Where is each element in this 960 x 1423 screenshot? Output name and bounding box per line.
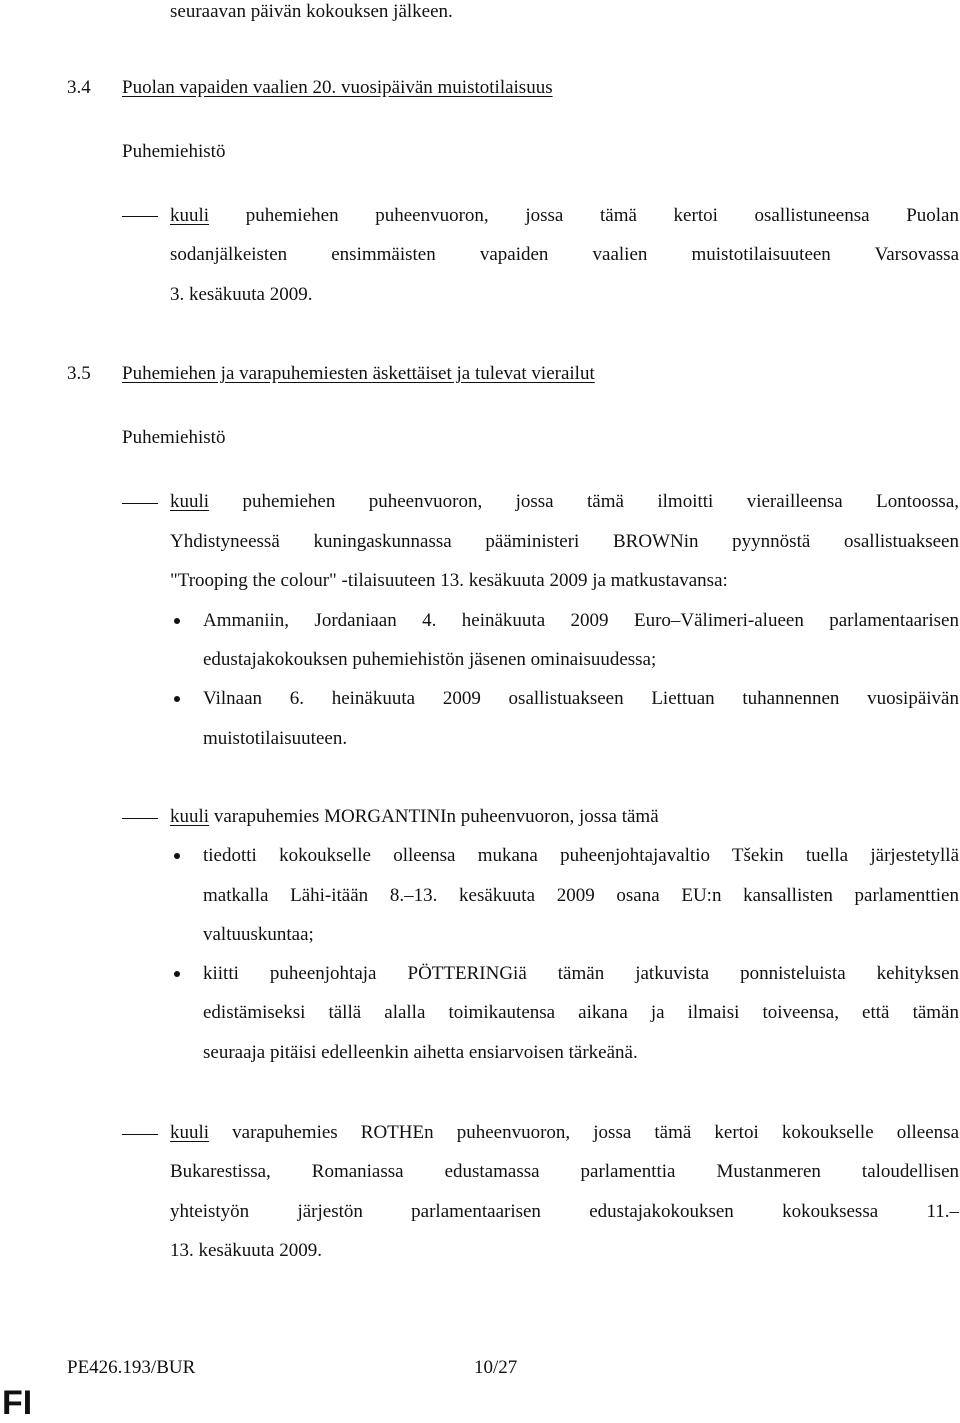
body-label-3-4: Puhemiehistö bbox=[122, 141, 226, 162]
bullet-2-2-line1: kiitti puheenjohtaja PÖTTERINGiä tämän jatkuvista ponnisteluista kehityksen bbox=[203, 963, 959, 984]
footer-doc-ref: PE426.193/BUR bbox=[67, 1357, 196, 1378]
bullet-2-1-line3: valtuuskuntaa; bbox=[203, 924, 314, 945]
verb-kuuli: kuuli bbox=[170, 205, 210, 226]
item-3-line2: Bukarestissa, Romaniassa edustamassa parlamenttia Mustanmeren taloudellisen bbox=[170, 1161, 959, 1182]
section-number-3-5: 3.5 bbox=[67, 363, 91, 384]
bullet-2-1-line2: matkalla Lähi-itään 8.–13. kesäkuuta 2009 osana EU:n kansallisten parlamenttien bbox=[203, 885, 959, 906]
item-3-line3: yhteistyön järjestön parlamentaarisen edustajakokouksen kokouksessa 11.– bbox=[170, 1201, 959, 1222]
verb-kuuli: kuuli bbox=[170, 1122, 210, 1143]
bullet-1-1-line2: edustajakokouksen puhemiehistön jäsenen ominaisuudessa; bbox=[203, 649, 657, 670]
item-dash bbox=[122, 1134, 158, 1135]
bullet-2-1-line1: tiedotti kokoukselle olleensa mukana puheenjohtajavaltio Tšekin tuella järjestetyllä bbox=[203, 845, 959, 866]
continuation-text: seuraavan päivän kokouksen jälkeen. bbox=[170, 1, 453, 22]
item-3-4-line1: kuuli puhemiehen puheenvuoron, jossa tämä kertoi osallistuneensa Puolan bbox=[170, 205, 959, 226]
item-dash bbox=[122, 818, 158, 819]
item-1-line2: Yhdistyneessä kuningaskunnassa pääministeri BROWNin pyynnöstä osallistuakseen bbox=[170, 531, 959, 552]
verb-kuuli: kuuli bbox=[170, 806, 210, 827]
bullet-icon bbox=[174, 618, 180, 624]
section-title-3-5: Puhemiehen ja varapuhemiesten äskettäiset ja tulevat vierailut bbox=[122, 363, 595, 384]
section-title-3-4: Puolan vapaiden vaalien 20. vuosipäivän muistotilaisuus bbox=[122, 77, 553, 98]
item-3-line1: kuuli varapuhemies ROTHEn puheenvuoron, jossa tämä kertoi kokoukselle olleensa bbox=[170, 1122, 960, 1143]
item-3-line4: 13. kesäkuuta 2009. bbox=[170, 1240, 322, 1261]
body-label-3-5: Puhemiehistö bbox=[122, 427, 226, 448]
bullet-icon bbox=[174, 696, 180, 702]
bullet-1-1-line1: Ammaniin, Jordaniaan 4. heinäkuuta 2009 Euro–Välimeri-alueen parlamentaarisen bbox=[203, 610, 959, 631]
bullet-2-2-line3: seuraaja pitäisi edelleenkin aihetta ensiarvoisen tärkeänä. bbox=[203, 1042, 638, 1063]
section-number-3-4: 3.4 bbox=[67, 77, 91, 98]
item-dash bbox=[122, 503, 158, 504]
bullet-2-2-line2: edistämiseksi tällä alalla toimikautensa aikana ja ilmaisi toiveensa, että tämän bbox=[203, 1002, 959, 1023]
item-1-line1: kuuli puhemiehen puheenvuoron, jossa tämä ilmoitti vierailleensa Lontoossa, bbox=[170, 491, 959, 512]
language-code: FI bbox=[2, 1384, 33, 1422]
item-1-line3: "Trooping the colour" -tilaisuuteen 13. kesäkuuta 2009 ja matkustavansa: bbox=[170, 570, 728, 591]
item-3-4-line2: sodanjälkeisten ensimmäisten vapaiden vaalien muistotilaisuuteen Varsovassa bbox=[170, 244, 959, 265]
footer-page-number: 10/27 bbox=[474, 1357, 518, 1378]
verb-kuuli: kuuli bbox=[170, 491, 210, 512]
bullet-1-2-line1: Vilnaan 6. heinäkuuta 2009 osallistuakseen Liettuan tuhannennen vuosipäivän bbox=[203, 688, 959, 709]
item-3-4-line3: 3. kesäkuuta 2009. bbox=[170, 284, 313, 305]
item-dash bbox=[122, 216, 158, 217]
bullet-icon bbox=[174, 971, 180, 977]
bullet-icon bbox=[174, 853, 180, 859]
bullet-1-2-line2: muistotilaisuuteen. bbox=[203, 728, 348, 749]
item-2-line1: kuuli varapuhemies MORGANTINIn puheenvuoron, jossa tämä bbox=[170, 806, 659, 827]
